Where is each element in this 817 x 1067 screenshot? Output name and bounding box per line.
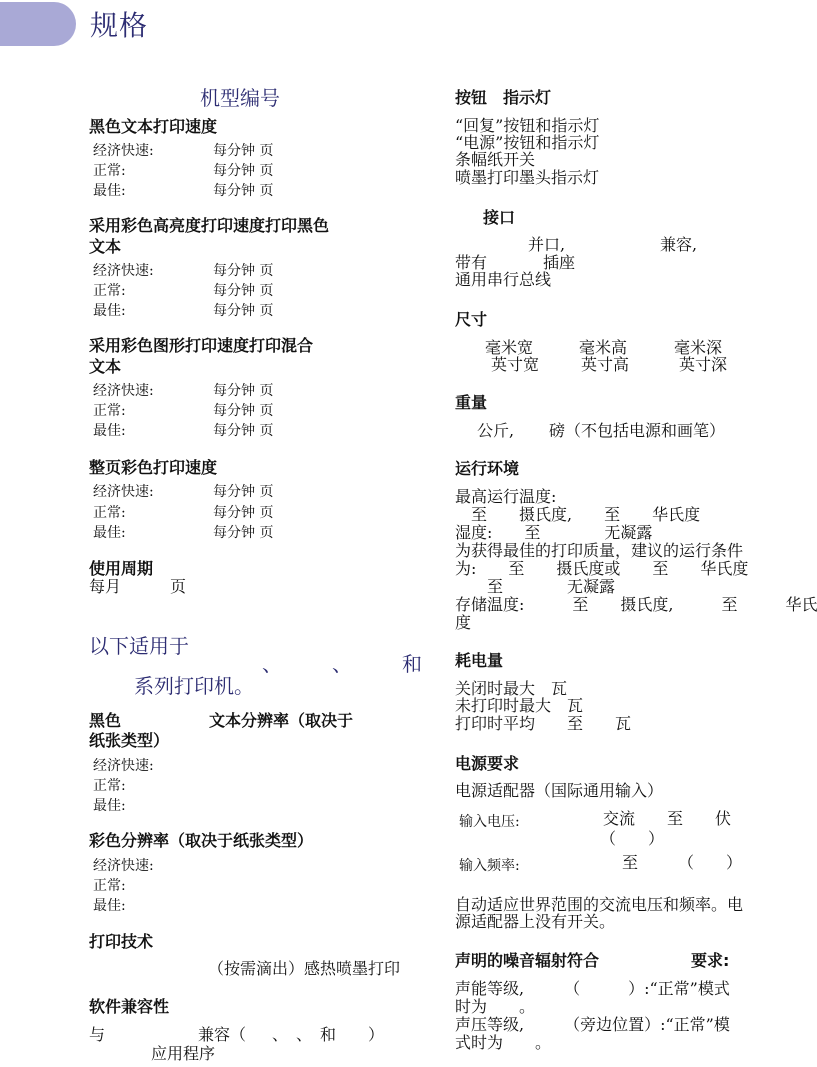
row-value: 每分钟 页 [213,505,274,521]
row-value: 每分钟 页 [213,283,274,299]
print-tech-heading: 打印技术 [89,932,154,951]
row-label: 最佳: [93,898,126,914]
input-voltage-value: 交流 至 伏 [603,809,732,828]
full-page-color-speed-heading: 整页彩色打印速度 [89,458,218,477]
row-value: 每分钟 页 [213,163,274,179]
power-adapter-text: 电源适配器（国际通用输入） [455,781,664,800]
input-frequency-value: 至 （ ） [622,853,743,872]
row-label: 正常: [93,283,126,299]
row-value: 每分钟 页 [213,383,274,399]
row-value: 每分钟 页 [213,525,274,541]
buttons-heading: 按钮 指示灯 [455,88,552,107]
noise-heading-a: 声明的噪音辐射符合 [455,951,600,970]
power-consumption-line: 打印时平均 至 瓦 [455,714,632,733]
row-label: 经济快速: [93,263,154,279]
environment-line: 度 [455,613,472,632]
row-label: 正常: [93,778,126,794]
environment-line: 为获得最佳的打印质量，建议的运行条件 [455,541,744,560]
environment-line: 湿度: 至 无凝露 [455,523,653,542]
software-text-a: 与 [89,1025,106,1044]
row-value: 每分钟 页 [213,403,274,419]
environment-line: 存储温度: 至 摄氏度, 至 华氏 [455,595,817,614]
mixed-text-speed-heading-2: 文本 [89,357,122,376]
interface-compat: 兼容, [660,235,698,254]
duty-cycle-heading: 使用周期 [89,559,154,578]
dim-in-width: 英寸宽 [491,355,540,374]
black-text-speed-heading: 黑色文本打印速度 [89,117,218,136]
row-label: 最佳: [93,525,126,541]
environment-line: 为: 至 摄氏度或 至 华氏度 [455,559,749,578]
row-label: 经济快速: [93,383,154,399]
weight-lb: 磅（不包括电源和画笔） [549,421,726,440]
power-consumption-line: 未打印时最大 瓦 [455,696,584,715]
noise-line: 声能等级, （ ）:“正常”模式 [455,979,730,998]
mixed-text-speed-heading: 采用彩色图形打印速度打印混合 [89,336,314,355]
row-label: 最佳: [93,798,126,814]
environment-line: 最高运行温度: [455,487,557,506]
dim-mm-height: 毫米高 [579,338,628,357]
buttons-line: “回复”按钮和指示灯 [455,116,600,135]
row-label: 正常: [93,403,126,419]
input-voltage-label: 输入电压: [459,814,520,830]
duty-cycle-text-a: 每月 [89,577,122,596]
dim-in-height: 英寸高 [581,355,630,374]
row-label: 经济快速: [93,484,154,500]
applies-to-heading: 以下适用于 [89,634,189,658]
input-voltage-paren: （ ） [600,829,665,848]
noise-heading-b: 要求: [691,951,730,970]
applies-to-heading-2: 系列打印机。 [134,674,254,698]
noise-line: 时为 。 [455,997,536,1016]
dim-mm-width: 毫米宽 [485,338,534,357]
duty-cycle-text-b: 页 [170,577,187,596]
software-text-c: 、 、 和 ） [272,1025,385,1044]
environment-heading: 运行环境 [455,459,520,478]
row-label: 经济快速: [93,758,154,774]
applies-to-marks: 、 、 和 [262,652,422,676]
row-value: 每分钟 页 [213,183,274,199]
buttons-line: 条幅纸开关 [455,150,536,169]
weight-heading: 重量 [455,393,488,412]
environment-line: 至 摄氏度, 至 华氏度 [455,505,701,524]
software-heading: 软件兼容性 [89,997,170,1016]
noise-line: 式时为 。 [455,1033,552,1052]
row-label: 最佳: [93,183,126,199]
interface-usb: 通用串行总线 [455,270,552,289]
buttons-line: “电源”按钮和指示灯 [455,133,600,152]
software-text-b: 兼容（ [198,1025,247,1044]
row-label: 经济快速: [93,143,154,159]
black-resolution-heading-a: 黑色 [89,711,122,730]
buttons-line: 喷墨打印墨头指示灯 [455,168,600,187]
row-value: 每分钟 页 [213,423,274,439]
print-tech-text: （按需滴出）感热喷墨打印 [208,959,401,978]
interface-heading: 接口 [483,208,516,227]
dim-in-depth: 英寸深 [679,355,728,374]
color-black-text-speed-heading-2: 文本 [89,237,122,256]
row-value: 每分钟 页 [213,484,274,500]
row-value: 每分钟 页 [213,263,274,279]
section-tab-marker [0,2,76,46]
power-note-line: 自动适应世界范围的交流电压和频率。电 [455,895,744,914]
black-resolution-heading-2: 纸张类型） [89,731,170,750]
interface-socket: 插座 [543,253,576,272]
interface-parallel: 并口, [528,235,566,254]
noise-line: 声压等级, （旁边位置）:“正常”模 [455,1015,730,1034]
row-label: 正常: [93,505,126,521]
dimensions-heading: 尺寸 [455,310,488,329]
model-heading: 机型编号 [200,86,280,110]
row-label: 最佳: [93,423,126,439]
row-label: 正常: [93,163,126,179]
dim-mm-depth: 毫米深 [674,338,723,357]
power-consumption-line: 关闭时最大 瓦 [455,679,568,698]
row-label: 最佳: [93,303,126,319]
black-resolution-heading-b: 文本分辨率（取决于 [209,711,354,730]
row-label: 正常: [93,878,126,894]
weight-kg: 公斤, [477,421,515,440]
input-frequency-label: 输入频率: [459,858,520,874]
power-req-heading: 电源要求 [455,754,520,773]
row-value: 每分钟 页 [213,303,274,319]
row-label: 经济快速: [93,858,154,874]
color-resolution-heading: 彩色分辨率（取决于纸张类型） [89,831,314,850]
page-title: 规格 [90,9,149,42]
interface-with: 带有 [455,253,488,272]
software-text-line2: 应用程序 [151,1044,216,1063]
power-note-line: 源适配器上没有开关。 [455,912,616,931]
environment-line: 至 无凝露 [455,577,616,596]
row-value: 每分钟 页 [213,143,274,159]
power-consumption-heading: 耗电量 [455,651,504,670]
color-black-text-speed-heading: 采用彩色高亮度打印速度打印黑色 [89,216,330,235]
